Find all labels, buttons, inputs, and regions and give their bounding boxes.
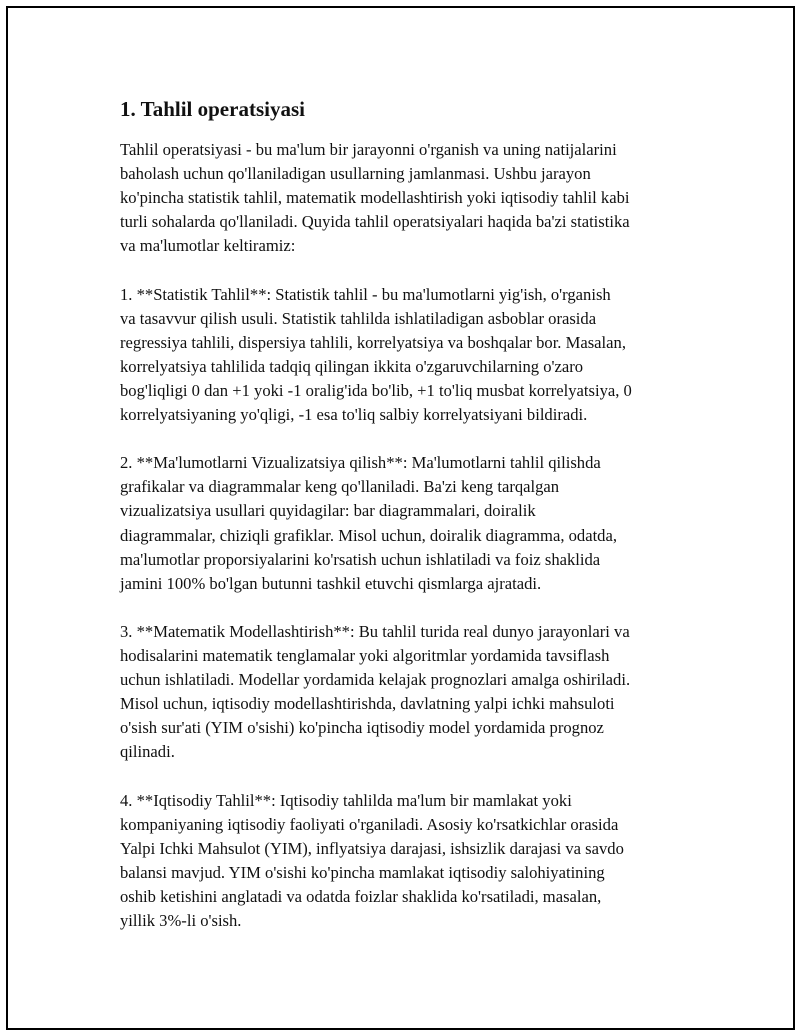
paragraph-data-visualization: 2. **Ma'lumotlarni Vizualizatsiya qilish**: Ma'lumotlarni tahlil qilishda grafikalar va diagrammalar keng qo'llaniladi. Ba'zi keng tarqalgan vizualizatsiya usullari quyidagilar: bar diagrammalari, doiralik diagrammalar, chiziqli grafiklar. Misol uchun, doiralik diagramma, odatda, ma'lumotlar proporsiyalarini ko'rsatish uchun ishlatiladi va foiz shaklida jamini 100% bo'lgan butunni tashkil etuvchi qismlarga ajratadi.	[120, 453, 617, 593]
document-page	[6, 6, 795, 1030]
paragraph-economic-analysis: 4. **Iqtisodiy Tahlil**: Iqtisodiy tahlilda ma'lum bir mamlakat yoki kompaniyaning iqtisodiy faoliyati o'rganiladi. Asosiy ko'rsatkichlar orasida Yalpi Ichki Mahsulot (YIM), inflyatsiya darajasi, ishsizlik darajasi va savdo balansi mavjud. YIM o'sishi ko'pincha mamlakat iqtisodiy salohiyatining oshib ketishini anglatadi va odatda foizlar shaklida ko'rsatiladi, masalan, yillik 3%-li o'sish.	[120, 790, 624, 930]
intro-paragraph: Tahlil operatsiyasi - bu ma'lum bir jarayonni o'rganish va uning natijalarini baholash uchun qo'llaniladigan usullarning jamlanmasi. Ushbu jarayon ko'pincha statistik tahlil, matematik modellashtirish yoki iqtisodiy tahlil kabi turli sohalarda qo'llaniladi. Quyida tahlil operatsiyalari haqida ba'zi statistika va ma'lumotlar keltiramiz:	[120, 140, 630, 256]
document-content	[120, 96, 700, 957]
paragraph-statistical-analysis: 1. **Statistik Tahlil**: Statistik tahlil - bu ma'lumotlarni yig'ish, o'rganish va tasavvur qilish usuli. Statistik tahlilda ishlatiladigan asboblar orasida regressiya tahlili, dispersiya tahlili, korrelyatsiya va boshqalar bor. Masalan, korrelyatsiya tahlilida tadqiq qilingan ikkita o'zgaruvchilarning o'zaro bog'liqligi 0 dan +1 yoki -1 oralig'ida bo'lib, +1 to'liq musbat korrelyatsiya, 0 korrelyatsiyaning yo'qligi, -1 esa to'liq salbiy korrelyatsiyani bildiradi.	[120, 284, 632, 425]
section-heading: 1. Tahlil operatsiyasi	[120, 97, 305, 121]
paragraph-mathematical-modeling: 3. **Matematik Modellashtirish**: Bu tahlil turida real dunyo jarayonlari va hodisalarini matematik tenglamalar yoki algoritmlar yordamida tavsiflash uchun ishlatiladi. Modellar yordamida kelajak prognozlari amalga oshiriladi. Misol uchun, iqtisodiy modellashtirishda, davlatning yalpi ichki mahsuloti o'sish sur'ati (YIM o'sishi) ko'pincha iqtisodiy model yordamida prognoz qilinadi.	[120, 621, 631, 762]
